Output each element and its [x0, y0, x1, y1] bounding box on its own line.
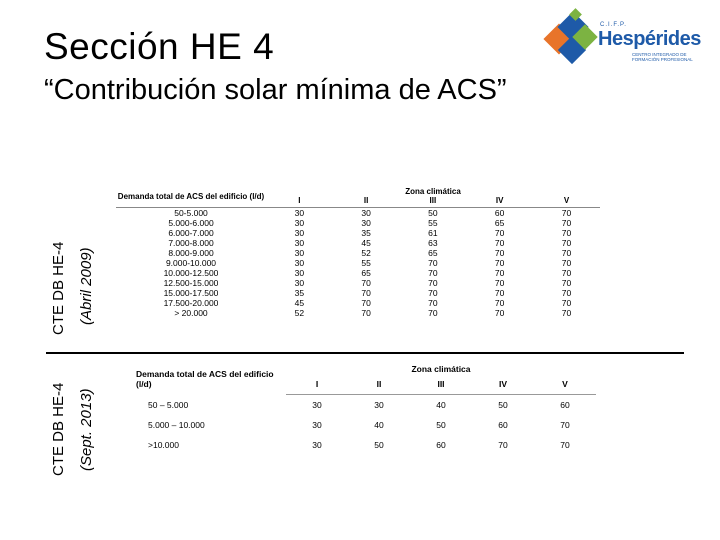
t1-value-cell: 70 — [494, 288, 505, 298]
t1-zone-col: III — [429, 196, 437, 205]
t1-value-cell: 70 — [561, 268, 572, 278]
t2-demand-cell: 5.000 – 10.000 — [148, 420, 205, 430]
t1-value-cell: 35 — [361, 228, 371, 238]
t2-value-cell: 60 — [560, 400, 570, 410]
t1-value-cell: 30 — [294, 218, 305, 228]
t1-value-cell: 65 — [428, 248, 438, 258]
t1-value-cell: 45 — [361, 238, 371, 248]
t1-table-row — [116, 298, 600, 308]
t1-zone-col: II — [363, 196, 369, 205]
t1-value-cell: 70 — [561, 208, 572, 218]
t1-zone-col: I — [298, 196, 301, 205]
t2-value-cell: 40 — [436, 400, 446, 410]
t1-value-cell: 70 — [428, 268, 438, 278]
table-2013 — [136, 364, 596, 455]
t2-value-cell: 50 — [498, 400, 508, 410]
t2-value-cell: 70 — [498, 440, 508, 450]
t1-value-cell: 70 — [561, 228, 572, 238]
t1-value-cell: 70 — [361, 288, 371, 298]
t1-value-cell: 70 — [361, 308, 371, 318]
t1-demand-cell: 15.000-17.500 — [163, 288, 219, 298]
logo-name: Hespérides — [598, 28, 701, 50]
t2-value-cell: 50 — [374, 440, 384, 450]
table-2009 — [116, 187, 600, 318]
t2-table-row — [136, 415, 596, 435]
t2-zone-col: V — [534, 374, 596, 395]
t2-zone-col: I — [286, 374, 348, 395]
t1-table-row — [116, 228, 600, 238]
side-label-top-standard: CTE DB HE-4 — [50, 241, 67, 335]
t1-demand-cell: 8.000-9.000 — [168, 248, 214, 258]
t1-value-cell: 63 — [428, 238, 438, 248]
t2-demand-header: Demanda total de ACS del edificio (l/d) — [136, 369, 274, 390]
t1-value-cell: 70 — [428, 278, 438, 288]
t1-value-cell: 65 — [494, 218, 505, 228]
t1-value-cell: 52 — [361, 248, 371, 258]
t1-value-cell: 30 — [294, 258, 305, 268]
t1-body — [116, 208, 600, 319]
section-divider — [46, 352, 684, 354]
t1-value-cell: 65 — [361, 268, 371, 278]
t1-value-cell: 70 — [428, 258, 438, 268]
t1-table-row — [116, 288, 600, 298]
t1-value-cell: 45 — [294, 298, 305, 308]
t2-value-cell: 60 — [498, 420, 508, 430]
page-subtitle: “Contribución solar mínima de ACS” — [44, 74, 507, 106]
t1-value-cell: 55 — [428, 218, 438, 228]
side-label-top-date: (Abril 2009) — [78, 247, 95, 325]
t1-value-cell: 70 — [561, 288, 572, 298]
t2-value-cell: 70 — [560, 440, 570, 450]
t1-demand-cell: 12.500-15.000 — [163, 278, 219, 288]
t2-value-cell: 50 — [436, 420, 446, 430]
t1-value-cell: 30 — [294, 228, 305, 238]
t1-value-cell: 30 — [294, 248, 305, 258]
t2-value-cell: 70 — [560, 420, 570, 430]
t1-demand-cell: 17.500-20.000 — [163, 298, 219, 308]
t2-zone-col: II — [348, 374, 410, 395]
page-title: Sección HE 4 — [44, 26, 275, 67]
t1-demand-cell: 50-5.000 — [174, 208, 208, 218]
t1-value-cell: 52 — [294, 308, 305, 318]
t1-table-row — [116, 248, 600, 258]
t1-demand-cell: 7.000-8.000 — [168, 238, 214, 248]
t1-value-cell: 70 — [561, 308, 572, 318]
t1-value-cell: 70 — [361, 278, 371, 288]
t1-zone-col: V — [563, 196, 570, 205]
t1-value-cell: 70 — [561, 218, 572, 228]
t1-value-cell: 70 — [428, 288, 438, 298]
t1-zone-col: IV — [495, 196, 504, 205]
t1-demand-cell: 10.000-12.500 — [163, 268, 219, 278]
t1-value-cell: 70 — [428, 298, 438, 308]
t1-value-cell: 30 — [361, 218, 371, 228]
t1-value-cell: 70 — [561, 238, 572, 248]
t2-value-cell: 60 — [436, 440, 446, 450]
t1-value-cell: 70 — [494, 238, 505, 248]
t1-value-cell: 70 — [561, 248, 572, 258]
t1-value-cell: 30 — [294, 278, 305, 288]
t2-value-cell: 30 — [312, 400, 322, 410]
t1-value-cell: 50 — [428, 208, 438, 218]
t1-zone-header: Zona climática — [405, 187, 461, 196]
t1-value-cell: 70 — [361, 298, 371, 308]
t1-demand-cell: 9.000-10.000 — [165, 258, 217, 268]
t2-zone-header: Zona climática — [411, 364, 471, 374]
t1-table-row — [116, 208, 600, 219]
t1-value-cell: 70 — [494, 268, 505, 278]
t1-value-cell: 30 — [294, 238, 305, 248]
t1-value-cell: 70 — [494, 228, 505, 238]
t2-value-cell: 30 — [312, 420, 322, 430]
side-label-bottom-standard: CTE DB HE-4 — [50, 382, 67, 476]
t1-table-row — [116, 308, 600, 318]
t2-demand-cell: >10.000 — [148, 440, 179, 450]
t1-value-cell: 70 — [561, 258, 572, 268]
t2-body — [136, 395, 596, 456]
t2-value-cell: 30 — [374, 400, 384, 410]
t1-demand-header: Demanda total de ACS del edificio (l/d) — [117, 191, 265, 201]
t1-table-row — [116, 278, 600, 288]
t1-value-cell: 70 — [494, 278, 505, 288]
t1-value-cell: 70 — [428, 308, 438, 318]
t2-zone-col: IV — [472, 374, 534, 395]
t1-value-cell: 70 — [494, 248, 505, 258]
t2-demand-cell: 50 – 5.000 — [148, 399, 189, 410]
t1-demand-cell: 6.000-7.000 — [168, 228, 214, 238]
t1-value-cell: 35 — [294, 288, 305, 298]
t1-value-cell: 60 — [494, 208, 505, 218]
t1-value-cell: 70 — [561, 278, 572, 288]
side-label-bottom-date: (Sept. 2013) — [78, 388, 95, 471]
t1-value-cell: 61 — [428, 228, 438, 238]
t1-table-row — [116, 268, 600, 278]
t1-value-cell: 70 — [561, 298, 572, 308]
t2-table-row — [136, 435, 596, 455]
t1-value-cell: 70 — [494, 308, 505, 318]
t1-value-cell: 70 — [494, 258, 505, 268]
t1-demand-cell: 5.000-6.000 — [168, 218, 214, 228]
t1-table-row — [116, 258, 600, 268]
t1-value-cell: 30 — [361, 208, 371, 218]
t2-value-cell: 30 — [312, 440, 322, 450]
t1-table-row — [116, 238, 600, 248]
logo-small-text: C.I.F.P. — [600, 22, 627, 28]
t2-table-row — [136, 395, 596, 416]
t1-value-cell: 30 — [294, 268, 305, 278]
t2-zone-col: III — [410, 374, 472, 395]
t2-value-cell: 40 — [374, 420, 384, 430]
t1-table-row — [116, 218, 600, 228]
t1-value-cell: 70 — [494, 298, 505, 308]
logo-subtitle: CENTRO INTEGRADO DE FORMACIÓN PROFESIONAL — [632, 52, 693, 62]
t1-value-cell: 30 — [294, 208, 305, 218]
t1-value-cell: 55 — [361, 258, 371, 268]
t1-demand-cell: > 20.000 — [174, 308, 208, 318]
